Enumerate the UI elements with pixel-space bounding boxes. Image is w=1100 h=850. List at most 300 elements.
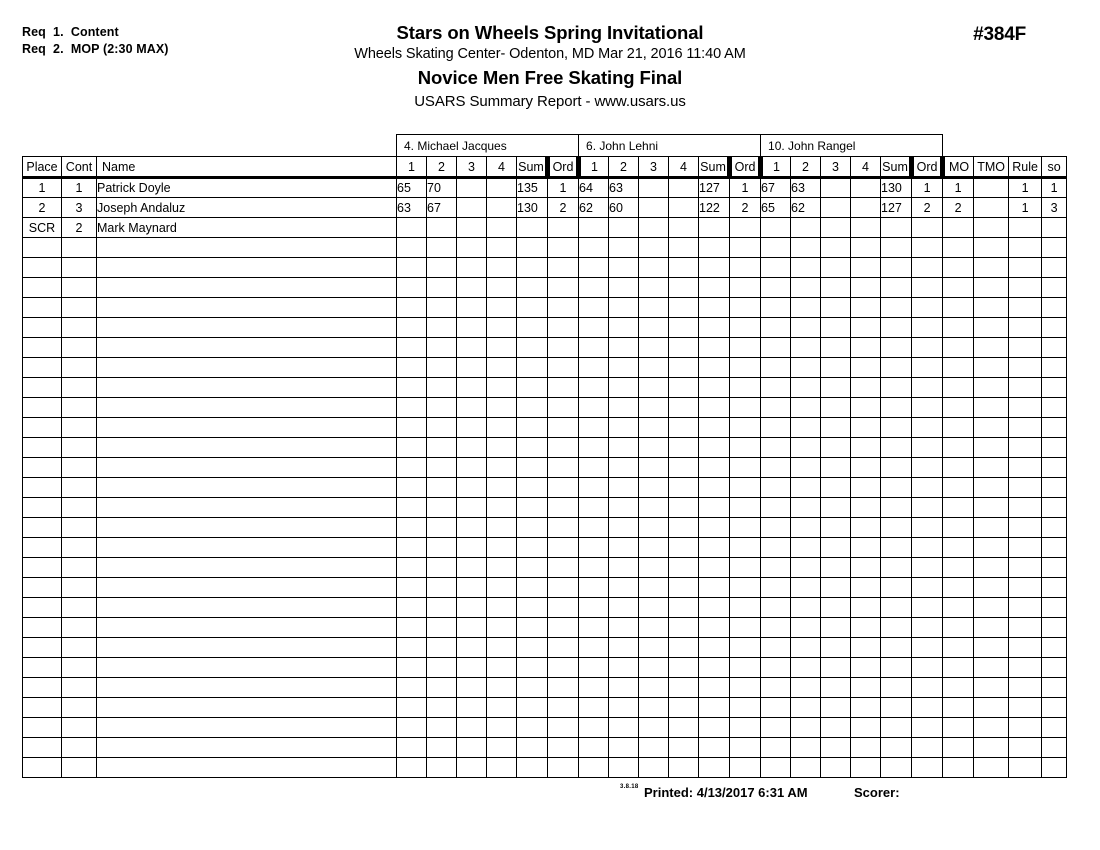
judge-band-spacer-place [23,135,62,157]
cell-j1-mark-1 [397,598,427,618]
cell-j1-sum [517,458,548,478]
cell-j1-mark-2 [427,418,457,438]
cell-name: Joseph Andaluz [97,198,397,218]
results-table [22,134,1067,778]
cell-j2-sum [699,578,730,598]
cell-so [1042,378,1067,398]
cell-j1-mark-4 [487,558,517,578]
header-name: Name [97,157,397,178]
table-row-empty[interactable] [23,458,1067,478]
cell-j3-mark-3 [821,218,851,238]
cell-j2-mark-2 [609,418,639,438]
cell-j1-sum [517,218,548,238]
cell-j2-mark-2 [609,618,639,638]
judge-header-2: 6. John Lehni [579,135,761,157]
cell-rule [1009,478,1042,498]
table-row-empty[interactable] [23,278,1067,298]
cell-j3-sum [881,738,912,758]
cell-so: 3 [1042,198,1067,218]
cell-name [97,598,397,618]
cell-j2-sum [699,658,730,678]
cell-tmo [974,758,1009,778]
cell-j3-mark-1 [761,718,791,738]
cell-j1-mark-4 [487,598,517,618]
cell-j2-sum [699,598,730,618]
cell-place [23,538,62,558]
table-row-empty[interactable] [23,398,1067,418]
cell-cont [62,318,97,338]
cell-j2-sum: 122 [699,198,730,218]
cell-j2-mark-4 [669,178,699,198]
cell-j2-sum [699,458,730,478]
cell-j3-mark-1 [761,598,791,618]
cell-name [97,638,397,658]
cell-j1-sum [517,338,548,358]
cell-rule [1009,298,1042,318]
cell-j1-ord [548,578,579,598]
table-row-empty[interactable] [23,678,1067,698]
cell-j2-mark-4 [669,318,699,338]
requirement-line-2: Req 2. MOP (2:30 MAX) [22,42,169,56]
cell-j1-sum [517,258,548,278]
cell-j1-mark-2 [427,318,457,338]
judge-header-3: 10. John Rangel [761,135,943,157]
cell-cont [62,658,97,678]
cell-j2-mark-3 [639,698,669,718]
cell-tmo [974,398,1009,418]
cell-j1-mark-4 [487,718,517,738]
judge-band-spacer-name [97,135,397,157]
cell-j3-mark-2 [791,698,821,718]
cell-j2-mark-4 [669,198,699,218]
cell-tmo [974,318,1009,338]
cell-rule [1009,678,1042,698]
header-j3-mark-1: 1 [761,157,791,178]
cell-j1-mark-2 [427,638,457,658]
cell-j2-mark-2 [609,758,639,778]
cell-j1-ord [548,218,579,238]
cell-so [1042,618,1067,638]
cell-j3-mark-3 [821,438,851,458]
cell-tmo [974,598,1009,618]
cell-name [97,298,397,318]
cell-j2-mark-1 [579,398,609,418]
cell-j3-mark-2 [791,558,821,578]
printed-timestamp: Printed: 4/13/2017 6:31 AM [644,785,808,800]
cell-j2-mark-3 [639,198,669,218]
cell-j3-mark-1 [761,418,791,438]
table-row-empty[interactable] [23,438,1067,458]
cell-j1-sum [517,678,548,698]
cell-j1-ord [548,618,579,638]
cell-j1-mark-3 [457,298,487,318]
cell-so [1042,278,1067,298]
cell-j3-mark-2 [791,518,821,538]
cell-j2-mark-4 [669,538,699,558]
header-place: Place [23,157,62,178]
cell-j1-mark-3 [457,738,487,758]
cell-rule [1009,418,1042,438]
cell-j3-mark-1: 65 [761,198,791,218]
cell-cont: 2 [62,218,97,238]
cell-j2-mark-3 [639,718,669,738]
cell-name [97,558,397,578]
cell-name [97,438,397,458]
cell-j3-mark-1 [761,518,791,538]
cell-j2-mark-2 [609,518,639,538]
cell-j2-mark-3 [639,178,669,198]
cell-tmo [974,558,1009,578]
cell-j3-mark-3 [821,698,851,718]
cell-j2-mark-2 [609,358,639,378]
cell-j3-mark-3 [821,398,851,418]
cell-j3-mark-4 [851,518,881,538]
cell-name [97,378,397,398]
cell-j3-mark-1 [761,338,791,358]
cell-j2-mark-4 [669,458,699,478]
cell-name [97,518,397,538]
cell-j3-mark-2 [791,478,821,498]
table-row-empty[interactable] [23,338,1067,358]
cell-j2-mark-3 [639,638,669,658]
cell-j2-mark-2 [609,638,639,658]
cell-rule [1009,338,1042,358]
cell-name [97,738,397,758]
cell-so [1042,438,1067,458]
cell-place [23,638,62,658]
cell-j3-mark-1 [761,238,791,258]
table-row-empty[interactable] [23,538,1067,558]
cell-j2-mark-3 [639,478,669,498]
cell-j2-ord [730,378,761,398]
cell-j2-mark-2 [609,378,639,398]
cell-tmo [974,578,1009,598]
cell-j1-sum [517,438,548,458]
table-row[interactable] [23,218,1067,238]
cell-j2-mark-1 [579,658,609,678]
cell-j3-sum [881,498,912,518]
cell-rule [1009,698,1042,718]
cell-j3-mark-4 [851,338,881,358]
cell-j2-mark-2 [609,678,639,698]
cell-so [1042,478,1067,498]
table-row[interactable] [23,178,1067,198]
cell-j2-sum [699,298,730,318]
cell-j3-ord [912,518,943,538]
cell-j1-mark-2 [427,358,457,378]
cell-j1-mark-2 [427,218,457,238]
table-row-empty[interactable] [23,738,1067,758]
cell-j1-ord [548,518,579,538]
cell-so [1042,598,1067,618]
table-row-empty[interactable] [23,378,1067,398]
table-row-empty[interactable] [23,598,1067,618]
cell-j1-mark-1 [397,558,427,578]
cell-name [97,458,397,478]
cell-j3-sum [881,278,912,298]
cell-name [97,658,397,678]
cell-j2-mark-4 [669,378,699,398]
cell-j1-ord [548,278,579,298]
cell-j1-mark-4 [487,198,517,218]
cell-j1-ord [548,698,579,718]
cell-j3-mark-3 [821,198,851,218]
cell-name [97,478,397,498]
cell-tmo [974,258,1009,278]
cell-j1-mark-4 [487,218,517,238]
cell-j2-mark-1 [579,618,609,638]
cell-j3-mark-2 [791,278,821,298]
cell-place [23,578,62,598]
cell-j3-mark-2 [791,578,821,598]
cell-j2-ord [730,758,761,778]
table-row-empty[interactable] [23,618,1067,638]
cell-j3-sum [881,678,912,698]
cell-j3-ord [912,478,943,498]
cell-tmo [974,498,1009,518]
table-row-empty[interactable] [23,758,1067,778]
table-row-empty[interactable] [23,518,1067,538]
cell-j3-mark-4 [851,718,881,738]
cell-j3-mark-4 [851,458,881,478]
table-row-empty[interactable] [23,418,1067,438]
cell-j1-sum [517,398,548,418]
cell-j2-mark-1 [579,758,609,778]
table-row-empty[interactable] [23,578,1067,598]
cell-cont [62,298,97,318]
cell-j2-mark-1 [579,378,609,398]
cell-j3-mark-1 [761,378,791,398]
cell-j3-mark-2 [791,378,821,398]
cell-j1-mark-2 [427,398,457,418]
cell-j2-mark-3 [639,738,669,758]
cell-j3-mark-4 [851,238,881,258]
cell-j2-mark-1 [579,538,609,558]
cell-j1-mark-2 [427,618,457,638]
cell-j1-mark-2 [427,698,457,718]
cell-j3-mark-3 [821,358,851,378]
cell-place [23,478,62,498]
cell-j2-sum [699,558,730,578]
cell-rule [1009,538,1042,558]
cell-so [1042,578,1067,598]
cell-place [23,378,62,398]
cell-j3-mark-2 [791,458,821,478]
header-j1-mark-4: 4 [487,157,517,178]
cell-j2-sum [699,498,730,518]
cell-j1-mark-3 [457,238,487,258]
table-row-empty[interactable] [23,638,1067,658]
header-j2-ord: Ord [730,157,761,178]
cell-j3-sum [881,638,912,658]
cell-j2-mark-1 [579,298,609,318]
cell-tmo [974,438,1009,458]
table-row-empty[interactable] [23,298,1067,318]
table-row-empty[interactable] [23,718,1067,738]
cell-j3-mark-3 [821,658,851,678]
cell-j2-mark-2 [609,238,639,258]
cell-j3-mark-4 [851,578,881,598]
cell-j2-mark-3 [639,238,669,258]
cell-mo [943,318,974,338]
cell-j3-mark-4 [851,278,881,298]
cell-so [1042,758,1067,778]
cell-j1-ord [548,258,579,278]
cell-j2-mark-1 [579,278,609,298]
cell-j1-sum [517,418,548,438]
table-row-empty[interactable] [23,478,1067,498]
cell-j3-ord [912,538,943,558]
cell-j2-mark-3 [639,338,669,358]
cell-j1-mark-1 [397,458,427,478]
cell-j3-mark-2 [791,678,821,698]
cell-j3-ord [912,378,943,398]
cell-j3-mark-1 [761,738,791,758]
cell-j1-ord [548,398,579,418]
cell-cont [62,758,97,778]
cell-j1-mark-4 [487,358,517,378]
cell-j3-ord [912,438,943,458]
cell-j3-mark-4 [851,558,881,578]
cell-j3-mark-2 [791,638,821,658]
cell-j1-mark-1 [397,618,427,638]
cell-j1-mark-3 [457,758,487,778]
judge-band-spacer-mo [943,135,974,157]
scorer-label: Scorer: [854,785,900,800]
table-row-empty[interactable] [23,698,1067,718]
cell-j2-sum [699,318,730,338]
table-row-empty[interactable] [23,318,1067,338]
header-j1-mark-1: 1 [397,157,427,178]
cell-tmo [974,198,1009,218]
cell-j2-mark-3 [639,398,669,418]
cell-j2-mark-1: 62 [579,198,609,218]
cell-mo [943,698,974,718]
cell-j3-mark-2 [791,498,821,518]
cell-j2-ord [730,598,761,618]
cell-name [97,498,397,518]
cell-j2-mark-2 [609,258,639,278]
cell-j1-mark-4 [487,518,517,538]
cell-j1-mark-2 [427,338,457,358]
cell-j1-mark-1 [397,678,427,698]
judge-band-spacer-cont [62,135,97,157]
cell-place [23,658,62,678]
cell-tmo [974,518,1009,538]
cell-j3-mark-4 [851,298,881,318]
cell-place [23,278,62,298]
cell-j1-mark-2 [427,498,457,518]
cell-j1-mark-1 [397,478,427,498]
cell-j3-sum [881,578,912,598]
cell-tmo [974,638,1009,658]
cell-cont [62,578,97,598]
cell-j3-mark-3 [821,738,851,758]
cell-name [97,338,397,358]
cell-cont [62,258,97,278]
cell-place [23,698,62,718]
cell-j3-ord [912,318,943,338]
cell-j2-sum [699,218,730,238]
cell-j1-mark-1 [397,338,427,358]
table-row-empty[interactable] [23,358,1067,378]
cell-j2-mark-4 [669,558,699,578]
table-row-empty[interactable] [23,558,1067,578]
cell-j2-mark-1 [579,718,609,738]
cell-j1-ord [548,318,579,338]
cell-tmo [974,278,1009,298]
cell-so [1042,638,1067,658]
table-row-empty[interactable] [23,498,1067,518]
cell-mo [943,278,974,298]
event-title: Stars on Wheels Spring Invitational [396,22,704,43]
cell-j1-sum [517,378,548,398]
cell-j2-ord [730,558,761,578]
cell-j1-mark-4 [487,638,517,658]
cell-place [23,438,62,458]
cell-j3-sum [881,658,912,678]
cell-j1-mark-4 [487,678,517,698]
cell-j3-sum [881,298,912,318]
cell-j2-ord [730,318,761,338]
cell-cont [62,398,97,418]
table-row-empty[interactable] [23,658,1067,678]
cell-j3-sum [881,218,912,238]
cell-j2-sum [699,758,730,778]
cell-j2-sum [699,618,730,638]
cell-cont [62,498,97,518]
requirement-line-1: Req 1. Content [22,25,119,39]
cell-so [1042,518,1067,538]
cell-j1-sum [517,598,548,618]
cell-j1-sum [517,278,548,298]
cell-rule: 1 [1009,178,1042,198]
cell-j3-sum [881,538,912,558]
cell-j2-mark-4 [669,598,699,618]
cell-j3-mark-1 [761,258,791,278]
cell-j3-mark-3 [821,318,851,338]
cell-j2-ord [730,698,761,718]
header-j1-mark-2: 2 [427,157,457,178]
cell-rule [1009,738,1042,758]
cell-j1-mark-4 [487,658,517,678]
table-row-empty[interactable] [23,238,1067,258]
cell-j1-mark-1 [397,298,427,318]
cell-mo [943,378,974,398]
cell-j2-mark-4 [669,358,699,378]
judge-header-1: 4. Michael Jacques [397,135,579,157]
cell-j2-mark-3 [639,558,669,578]
cell-j2-mark-2 [609,218,639,238]
cell-so [1042,418,1067,438]
cell-j1-mark-2 [427,598,457,618]
cell-j3-ord [912,398,943,418]
cell-j3-ord [912,618,943,638]
cell-j3-mark-3 [821,238,851,258]
cell-j2-sum [699,718,730,738]
cell-j1-mark-4 [487,578,517,598]
cell-j3-mark-4 [851,758,881,778]
cell-j2-mark-1 [579,698,609,718]
cell-j1-mark-2: 70 [427,178,457,198]
cell-j1-mark-2 [427,738,457,758]
cell-name [97,758,397,778]
cell-j2-mark-1 [579,678,609,698]
header-rule: Rule [1009,157,1042,178]
cell-j3-mark-4 [851,318,881,338]
table-row[interactable] [23,198,1067,218]
table-row-empty[interactable] [23,258,1067,278]
